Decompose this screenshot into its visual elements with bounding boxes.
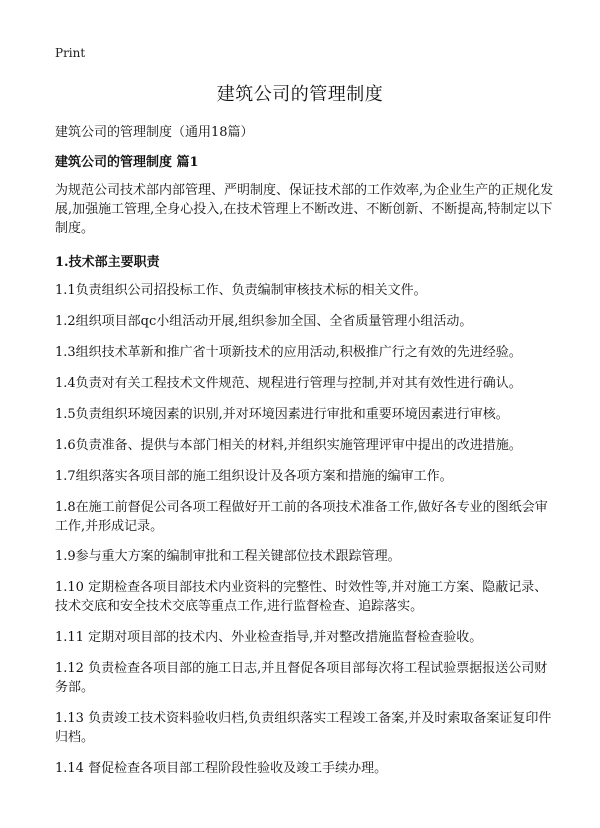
duty-item: 1.11 定期对项目部的技术内、外业检查指导,并对整改措施监督检查验收。 [55, 630, 483, 645]
duty-item: 1.9参与重大方案的编制审批和工程关键部位技术跟踪管理。 [55, 549, 401, 564]
document-subtitle: 建筑公司的管理制度（通用18篇） [55, 125, 254, 140]
duty-item: 1.13 负责竣工技术资料验收归档,负责组织落实工程竣工备案,并及时索取备案证复印件归档。 [55, 711, 552, 745]
duty-item: 1.2组织项目部qc小组活动开展,组织参加全国、全省质量管理小组活动。 [55, 314, 473, 329]
duty-item: 1.7组织落实各项目部的施工组织设计及各项方案和措施的编审工作。 [55, 469, 453, 484]
duty-item: 1.5负责组织环境因素的识别,并对环境因素进行审批和重要环境因素进行审核。 [55, 407, 509, 422]
page-title: 建筑公司的管理制度 [216, 84, 384, 105]
duty-item: 1.12 负责检查各项目部的施工日志,并且督促各项目部每次将工程试验票据报送公司财务部。 [55, 661, 548, 695]
duty-item: 1.8在施工前督促公司各项工程做好开工前的各项技术准备工作,做好各专业的图纸会审工作,并形成记录。 [55, 500, 548, 534]
duty-item: 1.3组织技术革新和推广省十项新技术的应用活动,积极推广行之有效的先进经验。 [55, 345, 522, 360]
duty-item: 1.1负责组织公司招投标工作、负责编制审核技术标的相关文件。 [55, 283, 427, 298]
duty-item: 1.4负责对有关工程技术文件规范、规程进行管理与控制,并对其有效性进行确认。 [55, 376, 522, 391]
duty-item: 1.6负责准备、提供与本部门相关的材料,并组织实施管理评审中提出的改进措施。 [55, 438, 522, 453]
duty-item: 1.14 督促检查各项目部工程阶段性验收及竣工手续办理。 [55, 761, 388, 776]
duties-heading: 1.技术部主要职责 [55, 255, 160, 270]
duty-item: 1.10 定期检查各项目部技术内业资料的完整性、时效性等,并对施工方案、隐蔽记录、技术交底和安全技术交底等重点工作,进行监督检查、追踪落实。 [55, 580, 548, 614]
print-link[interactable]: Print [55, 46, 86, 60]
intro-paragraph: 为规范公司技术部内部管理、严明制度、保证技术部的工作效率,为企业生产的正规化发展,加强施工管理,全身心投入,在技术管理上不断改进、不断创新、不断提高,特制定以下制度。 [55, 183, 554, 236]
section-heading: 建筑公司的管理制度 篇1 [55, 155, 199, 170]
